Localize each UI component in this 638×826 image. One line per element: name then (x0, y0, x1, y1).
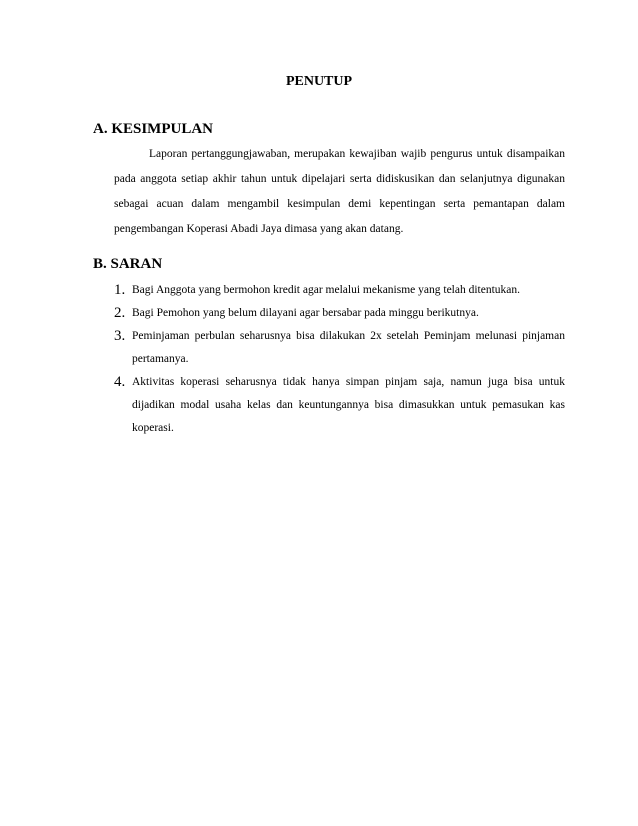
list-item (114, 302, 565, 325)
list-item-text: Peminjaman perbulan seharusnya bisa dilakukan 2x setelah Peminjam melunasi pinjaman pertamanya. (132, 330, 565, 365)
list-item-number: 2. (114, 305, 126, 321)
saran-list (114, 279, 565, 440)
list-item-text: Bagi Anggota yang bermohon kredit agar melalui mekanisme yang telah ditentukan. (132, 284, 521, 296)
kesimpulan-paragraph: Laporan pertanggungjawaban, merupakan kewajiban wajib pengurus untuk disampaikan pada anggota setiap akhir tahun untuk dipelajari serta didiskusikan dan selanjutnya digunakan sebagai acuan dalam mengambil kesimpulan demi kepentingan serta pemantapan dalam pengembangan Koperasi Abadi Jaya dimasa yang akan datang. (114, 148, 565, 235)
section-heading-kesimpulan: A. KESIMPULAN (93, 121, 214, 137)
page-title: PENUTUP (285, 74, 353, 89)
list-item (114, 371, 565, 440)
list-item-number: 3. (114, 328, 126, 344)
list-item-number: 1. (114, 282, 126, 298)
section-heading-saran: B. SARAN (93, 256, 163, 272)
list-item-number: 4. (114, 374, 126, 390)
list-item-text: Bagi Pemohon yang belum dilayani agar bersabar pada minggu berikutnya. (132, 307, 479, 319)
list-item-text: Aktivitas koperasi seharusnya tidak hanya simpan pinjam saja, namun juga bisa untuk dijadikan modal usaha kelas dan keuntungannya bisa dimasukkan untuk pemasukan kas koperasi. (132, 376, 565, 434)
list-item (114, 279, 565, 302)
list-item (114, 325, 565, 371)
